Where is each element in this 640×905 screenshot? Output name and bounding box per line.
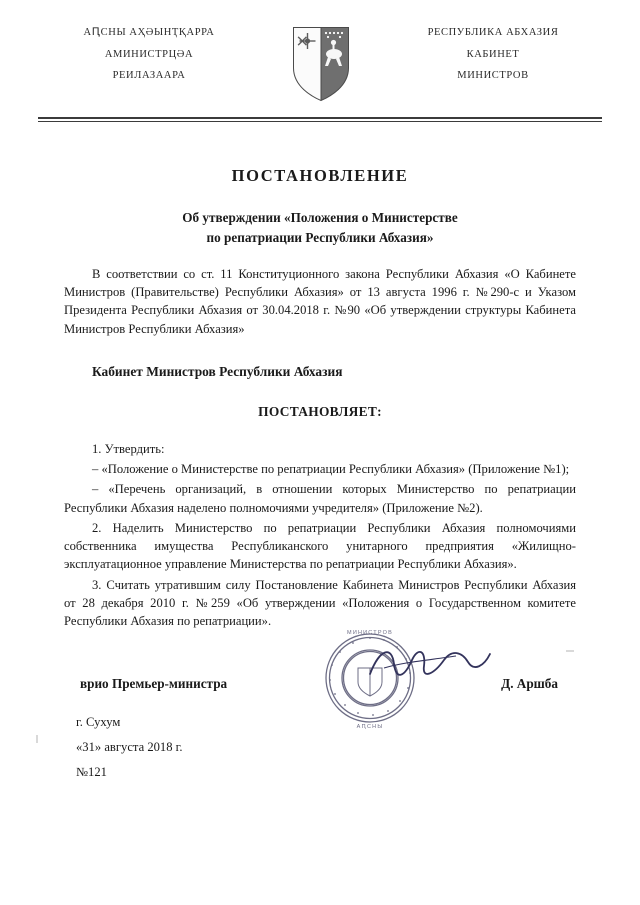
header-left-block — [38, 22, 254, 87]
signature-number: №121 — [76, 764, 107, 779]
resolution-item-3: 3. Считать утратившим силу Постановление Кабинета Министров Республики Абхазия от 28 декабря 2010 г. №259 «Об утверждении «Положения о Государственном комитете Республики Абхазия по репатриации». — [64, 577, 576, 629]
handwritten-signature-icon — [364, 638, 494, 690]
divider-rule-thin — [38, 121, 602, 122]
signer-name: Д. Аршба — [501, 676, 558, 692]
header-right-block — [388, 22, 602, 87]
document-subtitle-line-1: Об утверждении «Положения о Министерстве — [182, 210, 458, 225]
document-header — [38, 0, 602, 104]
header-divider — [38, 117, 602, 122]
resolution-item-1: 1. Утвердить: — [92, 441, 165, 456]
preamble-paragraph: В соответствии со ст. 11 Конституционного закона Республики Абхазия «О Кабинете Министров (Правительстве) Республики Абхазия» от 13 августа 1996 г. №290-с и Указом Президента Республики Абхазия от 30.04.2018 г. №90 «Об утверждении структуры Кабинета Министров Республики Абхазия» — [64, 266, 576, 336]
header-right-line-2: КАБИНЕТ — [466, 48, 520, 60]
signer-position: врио Премьер-министра — [80, 676, 228, 692]
resolution-item-1a: – «Положение о Министерстве по репатриации Республики Абхазия» (Приложение №1); — [92, 462, 570, 477]
signature-city: г. Сухум — [76, 715, 121, 730]
svg-text:МИНИСТРОВ: МИНИСТРОВ — [347, 630, 393, 637]
signature-date: «31» августа 2018 г. — [76, 739, 183, 754]
svg-text:АԤСНЫ: АԤСНЫ — [356, 724, 384, 731]
divider-rule-thick — [38, 117, 602, 119]
resolves-heading: ПОСТАНОВЛЯЕТ: — [258, 403, 382, 419]
document-body — [38, 166, 602, 784]
document-subtitle — [64, 208, 576, 249]
coat-of-arms-icon — [290, 24, 352, 104]
header-right-line-3: МИНИСТРОВ — [457, 70, 529, 82]
document-subtitle-line-2: по репатриации Республики Абхазия» — [206, 230, 434, 246]
header-left-line-1: АԤСНЫ АҲӘЫНҬҚАРРА — [83, 27, 215, 38]
page-title: ПОСТАНОВЛЕНИЕ — [231, 166, 409, 185]
header-left-line-2: АМИНИСТРЦӘА — [104, 48, 194, 60]
resolution-items — [64, 440, 576, 631]
issuing-authority: Кабинет Министров Республики Абхазия — [92, 363, 343, 379]
header-right-line-1: РЕСПУБЛИКА АБХАЗИЯ — [427, 27, 559, 38]
signature-metadata — [64, 710, 576, 784]
header-left-line-3: РЕИЛАЗААРА — [112, 70, 186, 82]
page-artifact-right — [566, 650, 574, 652]
resolution-item-1b: – «Перечень организаций, в отношении которых Министерство по репатриации Республики Абхазия наделено полномочиями учредителя» (Приложение №2). — [64, 482, 576, 515]
resolution-item-2: 2. Наделить Министерство по репатриации Республики Абхазия полномочиями собственника имущества Республиканского унитарного предприятия «Жилищно-эксплуатационное управление Министерства по репатриации Республики Абхазия». — [64, 520, 576, 572]
page-artifact-left — [36, 735, 38, 743]
